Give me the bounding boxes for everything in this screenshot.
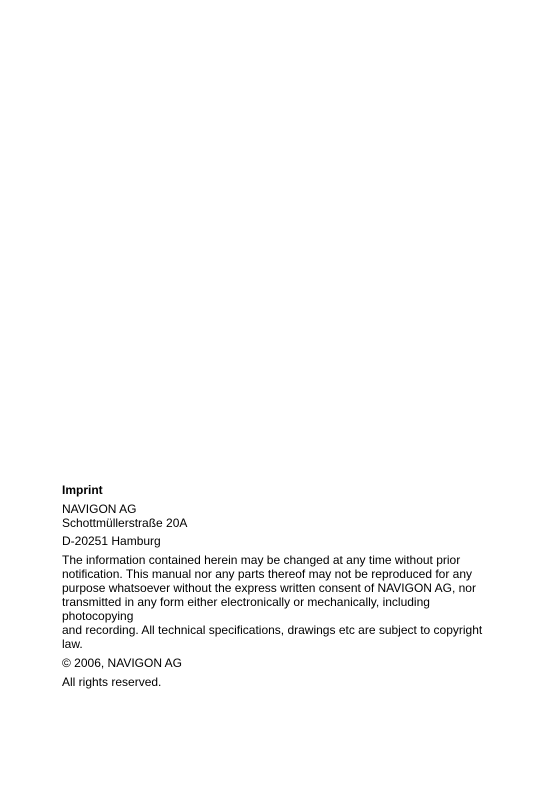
imprint-heading: Imprint [62, 483, 103, 497]
legal-notice-line: The information contained herein may be changed at any time without prior [62, 553, 461, 567]
company-name: NAVIGON AG [62, 502, 137, 516]
company-street: Schottmüllerstraße 20A [62, 516, 188, 530]
company-address [62, 502, 502, 530]
imprint-section [62, 483, 502, 694]
legal-notice-line: notification. This manual nor any parts thereof may not be reproduced for any [62, 567, 473, 581]
legal-notice-line: purpose whatsoever without the express written consent of NAVIGON AG, nor [62, 581, 476, 595]
company-city: D-20251 Hamburg [62, 534, 161, 548]
legal-notice-line: and recording. All technical specifications, drawings etc are subject to copyright law. [62, 623, 483, 651]
legal-notice-line: transmitted in any form either electronically or mechanically, including photocopying [62, 595, 430, 623]
rights-reserved: All rights reserved. [62, 675, 162, 689]
copyright-notice: © 2006, NAVIGON AG [62, 656, 182, 670]
legal-notice [62, 553, 502, 651]
